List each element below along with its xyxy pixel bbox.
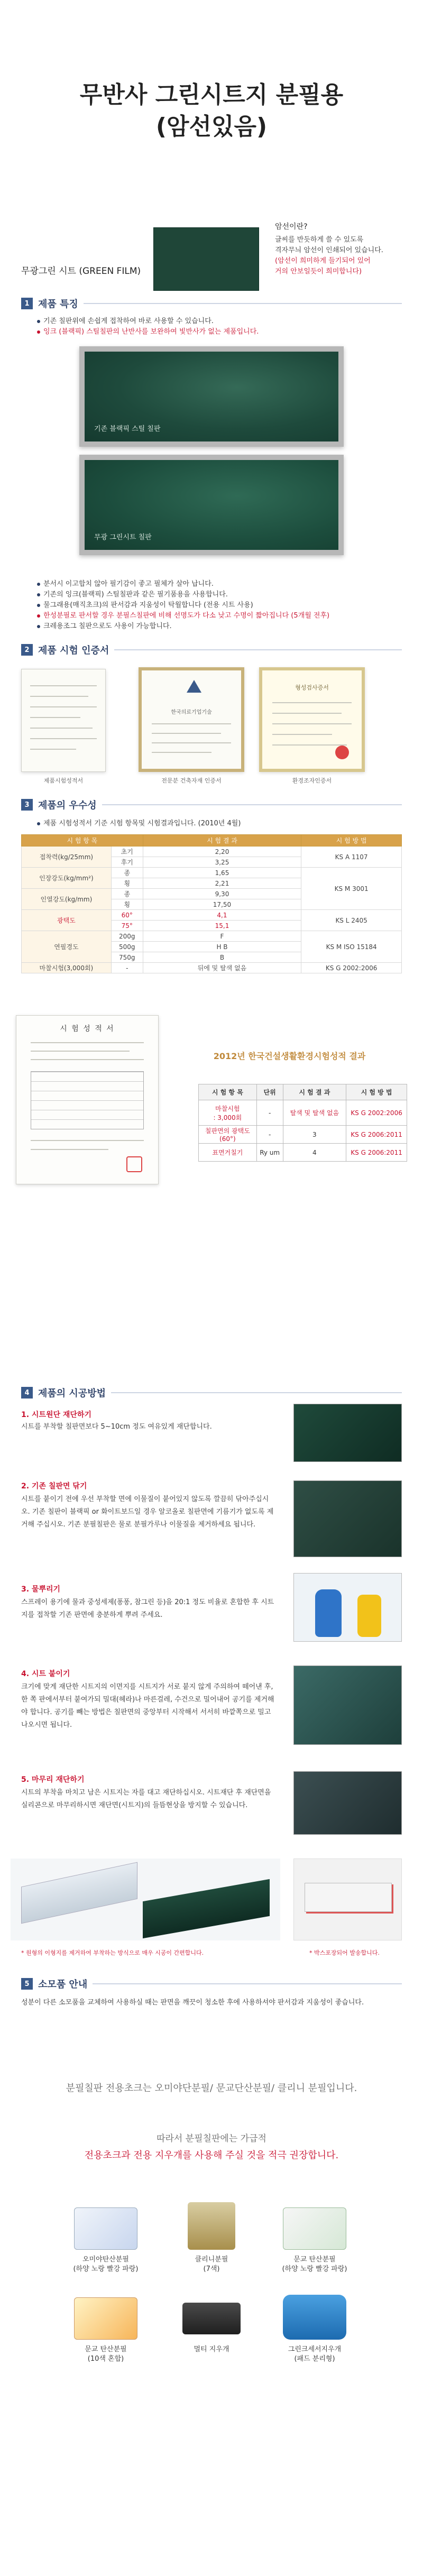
cert-header: 한국의료기업기술 (171, 710, 212, 715)
mungyo-chalk-image (283, 2207, 346, 2250)
result-title: 2012년 한국건설생활환경시험성적 결과 (213, 1051, 366, 1061)
product-mungyo-chalk (267, 2255, 362, 2274)
feature-item: 물그래용(매직초크)의 판서감과 지움성이 탁월합니다 (전용 시트 사용) (37, 600, 397, 611)
bullet-icon (37, 614, 40, 618)
table-row (199, 1126, 407, 1144)
roll-icon (143, 1879, 270, 1938)
feature-item: 크레용조그 칠판으로도 사용이 가능합니다. (37, 621, 397, 632)
spec-header: 시 험 항 목 (22, 835, 143, 847)
title-block (0, 0, 423, 143)
clini-chalk-image (188, 2202, 235, 2250)
product-mungyo-10-chalk (58, 2345, 153, 2364)
doc-stamp-icon (126, 1156, 142, 1172)
spec-item: 인열강도(kg/mm) (22, 889, 112, 910)
spray-bottle-icon (315, 1589, 342, 1637)
spec-item: 접착력(kg/25mm) (22, 847, 112, 868)
feature-item: 분서시 이고합치 않아 필기감이 좋고 필체가 살아 납니다. (37, 579, 397, 590)
roll-icon (21, 1862, 137, 1924)
spec-sub: 60° (111, 910, 143, 921)
section-4-header (0, 1385, 423, 1400)
table-row (22, 847, 402, 857)
result-table (198, 1084, 407, 1162)
spec-result: B (143, 952, 301, 963)
install-step-4 (21, 1668, 275, 1732)
section-3-header (0, 797, 423, 812)
step-2-photo (293, 1480, 402, 1557)
step-4-photo (293, 1666, 402, 1745)
certificate-environment (259, 667, 365, 772)
certificate-test-report (21, 669, 106, 772)
spec-table (21, 834, 402, 973)
certificate-building-material (139, 667, 244, 772)
spec-result: 3,25 (143, 857, 301, 868)
spec-result: 2,20 (143, 847, 301, 857)
install-step-5 (21, 1774, 275, 1812)
recommend-line-2: 따라서 분필칠판에는 가급적 (157, 2133, 266, 2144)
section-1-bullets (37, 316, 386, 337)
step-3-photo (293, 1573, 402, 1642)
feature-item: 한성분필로 판서할 경우 분필스칠판에 비해 선명도가 다소 낮고 수명이 짧아집니다 (5개월 전후) (37, 611, 397, 621)
section-2-header (0, 642, 423, 657)
title-line-2: (암선있음) (155, 113, 268, 140)
spec-result: 17,50 (143, 899, 301, 910)
box-note: * 박스포장되어 발송합니다. (309, 1949, 380, 1956)
step-title: 1. 시트원단 재단하기 (21, 1411, 91, 1419)
seal-icon (335, 746, 349, 759)
spec-header: 시 험 방 법 (301, 835, 402, 847)
result-header: 시 험 항 목 (199, 1084, 257, 1100)
intro-answer-4: 거의 안보일듯이 희미합니다) (275, 268, 362, 275)
install-step-2 (21, 1480, 275, 1531)
rolls-note: * 원형의 이형지를 제거하여 부착하는 방식으로 매우 시공이 간편합니다. (21, 1949, 204, 1956)
spec-item: 마찰시험(3,000회) (22, 963, 112, 973)
step-title: 4. 시트 붙이기 (21, 1670, 70, 1678)
board-caption: 무광 그린시트 칠판 (94, 533, 152, 541)
section-1-number: 1 (21, 298, 33, 309)
spec-result: H B (143, 942, 301, 952)
step-title: 3. 물뿌리기 (21, 1585, 61, 1594)
product-green-eraser (267, 2345, 362, 2364)
intro-swatch (153, 227, 259, 291)
spec-sub: 500g (111, 942, 143, 952)
spec-sub: 750g (111, 952, 143, 963)
spec-method: KS G 2002:2006 (301, 963, 402, 973)
intro (21, 221, 402, 300)
result-header: 단위 (256, 1084, 283, 1100)
spec-body (22, 847, 402, 973)
section-divider (111, 1392, 402, 1393)
install-step-3 (21, 1584, 275, 1622)
spec-method: KS L 2405 (301, 910, 402, 931)
certificate-caption: 환경조자인증서 (292, 777, 332, 784)
spec-result: 4,1 (143, 910, 301, 921)
board-caption: 기존 블랙픽 스틸 칠판 (94, 425, 161, 433)
table-row (22, 963, 402, 973)
product-name: 그린크세서지우개 (288, 2345, 342, 2353)
section-3-note: 제품 시험성적서 기준 시험 항목및 시험결과입니다. (2010년 4월) (37, 818, 241, 829)
spec-sub: 75° (111, 921, 143, 931)
table-row (22, 868, 402, 878)
section-divider (84, 303, 402, 304)
section-3-number: 3 (21, 799, 33, 811)
green-eraser-image (283, 2295, 346, 2340)
section-2-label: 제품 시험 인증서 (38, 645, 109, 656)
section-divider (114, 649, 402, 650)
product-clini-chalk (164, 2255, 259, 2274)
step-body: 스프레이 용기에 물과 중성세제(퐁퐁, 참그린 등)을 20:1 정도 비율로 혼합한 후 시트지를 접착할 기존 판면에 충분하게 뿌려 주세요. (21, 1598, 274, 1619)
step-5-photo (293, 1771, 402, 1835)
bullet-icon (37, 320, 40, 323)
product-sub: (하양 노랑 빨강 파랑) (282, 2265, 347, 2273)
section-divider (102, 804, 402, 805)
spec-method: KS M 3001 (301, 868, 402, 910)
detergent-bottle-icon (357, 1595, 381, 1637)
spec-result: 2,21 (143, 878, 301, 889)
spec-method: KS M ISO 15184 (301, 931, 402, 963)
bullet-icon (37, 593, 40, 596)
feature-text: 기존 칠판위에 손쉽게 접착하여 바로 사용할 수 있습니다. (43, 317, 214, 325)
result-unit: Ry um (256, 1144, 283, 1162)
test-report-document (16, 1015, 159, 1184)
spec-sub: 종 (111, 889, 143, 899)
cert-logo-icon (187, 680, 201, 693)
product-sub: (7색) (203, 2265, 220, 2273)
feature-bullet (37, 327, 386, 337)
result-item: 칠판면의 광택도(60°) (199, 1126, 257, 1144)
spec-sub: 초기 (111, 847, 143, 857)
sheet-rolls-image (11, 1859, 280, 1940)
result-item: 마찰시험 : 3,000회 (199, 1100, 257, 1126)
feature-list (37, 579, 397, 632)
result-method: KS G 2006:2011 (346, 1126, 407, 1144)
step-body: 시트를 붙이기 전에 우선 부착할 면에 이물질이 붙어있지 않도록 깔끔히 닦아주십시오. 기존 칠판이 블랙픽 or 화이트보드일 경우 알코올로 칠판면에 기름기가 없도록 제거해 주십시오. 기존 분필칠판은 물로 분필가루나 이물질을 제거하세요 됩니다. (21, 1495, 274, 1529)
result-value: 4 (283, 1144, 346, 1162)
box-package-image (293, 1859, 402, 1940)
product-sub: (패드 분리형) (294, 2355, 335, 2363)
intro-explain (275, 221, 402, 277)
intro-answer-1: 글씨를 반듯하게 쓸 수 있도록 (275, 236, 364, 244)
spec-header-row (22, 835, 402, 847)
section-3-label: 제품의 우수성 (38, 800, 97, 811)
result-header-row (199, 1084, 407, 1100)
box-icon (305, 1883, 392, 1912)
step-body: 시트를 부착할 칠판면보다 5~10cm 정도 여유있게 재단합니다. (21, 1423, 212, 1431)
cert-header: 형성검사증서 (295, 684, 329, 691)
feature-text: 잉크 (블랙픽) 스틸칠판의 난반사를 보완하여 빛반사가 없는 제품입니다. (43, 328, 259, 336)
doc-title: 시 험 성 적 서 (60, 1025, 115, 1033)
result-unit: - (256, 1100, 283, 1126)
intro-answer-2: 격자무늬 암선이 인쇄되어 있습니다. (275, 246, 383, 254)
spec-item: 광택도 (22, 910, 112, 931)
product-omiya-chalk (58, 2255, 153, 2274)
doc-table-icon (31, 1071, 144, 1129)
spec-sub: 횡 (111, 878, 143, 889)
spec-item: 인장강도(kg/mm²) (22, 868, 112, 889)
result-value: 3 (283, 1126, 346, 1144)
result-header: 시 험 결 과 (283, 1084, 346, 1100)
section-4-label: 제품의 시공방법 (38, 1388, 106, 1399)
section-1-header (0, 296, 423, 311)
product-name: 오미야탄산분필 (82, 2256, 129, 2264)
section-divider (93, 1983, 402, 1984)
product-sub: (10색 혼합) (87, 2355, 124, 2363)
spec-method: KS A 1107 (301, 847, 402, 868)
spec-result: 1,65 (143, 868, 301, 878)
step-body: 시트의 부착을 마치고 남은 시트지는 자를 대고 재단하십시오. 시트재단 후 재단면을 실리콘으로 마무리하시면 재단면(시트지)의 들뜸현상을 방지할 수 있습니다. (21, 1789, 271, 1809)
spec-result: 뒤에 및 탈색 없음 (143, 963, 301, 973)
section-5-number: 5 (21, 1978, 33, 1990)
intro-answer-3: (암선이 희미하게 들기되어 있어 (275, 257, 371, 265)
step-body: 크기에 맞게 재단한 시트지의 이면지를 시트지가 서로 붙지 않게 주의하여 떼어낸 후, 한 쪽 판에서부터 붙여가되 밀대(헤라)나 마른걸레, 수건으로 밀어내어 공기를 제거해야 합니다. 공기를 빼는 방법은 칠판면의 중앙부터 시작해서 서서히 바깥쪽으로 밀고 나오시면 됩니다. (21, 1683, 274, 1729)
spec-result: F (143, 931, 301, 942)
result-item: 표면거칠기 (199, 1144, 257, 1162)
product-sub: (하양 노랑 빨강 파랑) (73, 2265, 139, 2273)
recommend-line-3: 전용초크과 전용 지우개를 사용해 주실 것을 적극 권장합니다. (84, 2150, 339, 2161)
omiya-chalk-image (74, 2207, 137, 2250)
result-header: 시 험 방 법 (346, 1084, 407, 1100)
section-5-header (0, 1976, 423, 1991)
result-method: KS G 2006:2011 (346, 1144, 407, 1162)
table-row (199, 1100, 407, 1126)
multi-eraser-image (182, 2303, 241, 2334)
table-row (22, 910, 402, 921)
result-value: 탈색 및 탈색 없음 (283, 1100, 346, 1126)
product-multi-eraser (164, 2345, 259, 2354)
bullet-icon (37, 330, 40, 334)
section-5-label: 소모품 안내 (38, 1979, 88, 1990)
product-name: 멀티 지우개 (194, 2345, 229, 2353)
title-line-1: 무반사 그린시트지 분필용 (79, 81, 344, 108)
feature-bullet (37, 316, 386, 327)
step-title: 5. 마무리 재단하기 (21, 1775, 85, 1784)
section-2-number: 2 (21, 644, 33, 656)
section-4-number: 4 (21, 1387, 33, 1399)
step-title: 2. 기존 칠판면 닦기 (21, 1482, 87, 1491)
spec-result: 15,1 (143, 921, 301, 931)
spec-item: 연필경도 (22, 931, 112, 963)
feature-item: 기존의 잉크(블랙픽) 스틸칠판과 같은 필기품용을 사용합니다. (37, 590, 397, 600)
bullet-icon (37, 822, 40, 825)
bullet-icon (37, 604, 40, 607)
board-green-sheet (79, 455, 344, 555)
mungyo-10-chalk-image (74, 2297, 137, 2340)
product-name: 문교 탄산분필 (85, 2345, 127, 2353)
spec-sub: 후기 (111, 857, 143, 868)
spec-sub: 횡 (111, 899, 143, 910)
step-1-photo (293, 1404, 402, 1462)
spec-sub: - (111, 963, 143, 973)
section-5-text: 성분이 다른 소모품을 교체하여 사용하실 때는 판면을 깨끗이 청소한 후에 사용하셔야 판서감과 지움성이 좋습니다. (21, 1999, 364, 2007)
install-step-1 (21, 1409, 275, 1432)
product-name: 무광그린 시트 (GREEN FILM) (21, 266, 141, 277)
spec-header: 시 험 결 과 (143, 835, 301, 847)
bullet-icon (37, 583, 40, 586)
spec-result: 9,30 (143, 889, 301, 899)
intro-question: 암선이란? (275, 223, 308, 231)
table-row (22, 931, 402, 942)
spec-sub: 200g (111, 931, 143, 942)
result-method: KS G 2002:2006 (346, 1100, 407, 1126)
certificate-caption: 전문분 건축자재 인증서 (161, 777, 222, 784)
result-unit: - (256, 1126, 283, 1144)
table-row (199, 1144, 407, 1162)
board-black-steel (79, 346, 344, 447)
recommend-line-1: 분필칠판 전용초크는 오미야단분필/ 문교단산분필/ 클리니 분필입니다. (66, 2083, 357, 2094)
bullet-icon (37, 625, 40, 628)
product-name: 문교 탄산분필 (293, 2256, 336, 2264)
section-1-label: 제품 특징 (38, 299, 78, 310)
certificate-caption: 제품시험성적서 (43, 777, 84, 784)
spec-sub: 종 (111, 868, 143, 878)
product-name: 클리니분필 (195, 2256, 228, 2264)
